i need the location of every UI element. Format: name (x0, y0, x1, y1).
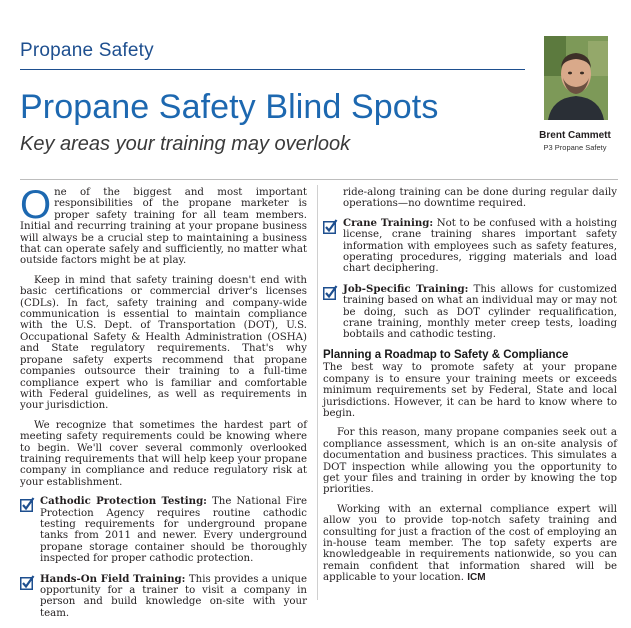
page-title: Propane Safety Blind Spots (20, 88, 439, 126)
checkbox-checked-icon (323, 219, 337, 233)
checklist-item-text: The National Fire Protection Agency requires routine cathodic testing requirements for underground propane tanks from 2011 and newer. Every underground propane storage container should be thoroughly inspected for proper cathodic protection. (40, 496, 307, 565)
checklist-item (323, 218, 617, 275)
section-rule (20, 69, 525, 70)
closing-paragraph (323, 504, 617, 584)
body-paragraph: The best way to promote safety at your propane company is to ensure your training meets or exceeds minimum requirements set by Federal, State and local jurisdictions. However, it can be hard to know where to begin. (323, 362, 617, 419)
author-organization: P3 Propane Safety (543, 143, 607, 152)
section-heading: Planning a Roadmap to Safety & Compliance (323, 348, 569, 361)
checklist-item-title: Hands-On Field Training: (40, 572, 186, 585)
author-photo (544, 36, 608, 120)
subtitle: Key areas your training may overlook (20, 133, 351, 155)
drop-cap: O (20, 183, 52, 227)
checklist-item (20, 496, 307, 564)
checklist-item-title: Cathodic Protection Testing: (40, 495, 207, 508)
author-name: Brent Cammett (539, 130, 611, 141)
body-paragraph: For this reason, many propane companies seek out a compliance assessment, which is an on-site analysis of documentation and business practices. This simulates a DOT inspection while allowing you the opportunity to get your files and training in order by knowing the top priorities. (323, 427, 617, 496)
intro-paragraph (20, 183, 307, 267)
header-divider (20, 179, 618, 180)
closing-text: Working with an external compliance expert will allow you to provide top-notch safety training and consulting for just a fraction of the cost of employing an in-house team member. The top safety experts are knowledgeable in requirements nationwide, so you can remain confident that information shared will be applicable to your location. (323, 503, 617, 584)
checkbox-checked-icon (323, 285, 337, 299)
checklist-item-title: Job-Specific Training: (343, 282, 469, 295)
body-paragraph: Keep in mind that safety training doesn't end with basic certifications or commercial driver's licenses (CDLs). In fact, safety training and company-wide communication is essential to maintain compliance with the U.S. Dept. of Transportation (DOT), U.S. Occupational Safety & Health Administration (OSHA) and State regulatory requirements. That's why propane safety experts recommend that propane companies outsource their training to a full-time compliance expert who is familiar and comfortable with Federal guidelines, as well as requirements in your jurisdiction. (20, 274, 307, 412)
checkbox-checked-icon (20, 497, 34, 511)
body-paragraph: We recognize that sometimes the hardest part of meeting safety requirements could be knowing where to begin. We'll cover several commonly overlooked training requirements that will help keep your propane company in compliance and reduce regulatory risk at your establishment. (20, 419, 307, 488)
intro-text: ne of the biggest and most important responsibilities of the propane marketer is proper safety training for all team members. Initial and recurring training at your propane business will always be a crucial step to maintaining a business that can operate safely and sufficiently, no matter what outside factors might be at play. (20, 187, 307, 267)
section-label: Propane Safety (20, 40, 154, 61)
checklist-item-title: Crane Training: (343, 216, 434, 229)
article-column-1 (20, 183, 307, 628)
checklist-item (323, 284, 617, 341)
article-column-2 (323, 187, 617, 592)
end-mark: ICM (467, 572, 486, 584)
checklist-item (20, 574, 307, 620)
continuation-text: ride-along training can be done during regular daily operations—no downtime required. (343, 187, 617, 210)
checklist-item-text: This provides a unique opportunity for a trainer to visit a company in person and build knowledge on-site with your team. (40, 573, 307, 619)
column-divider (317, 185, 318, 600)
checklist-item-text: Not to be confused with a hoisting license, crane training shares important safety information with employees such as safety features, operating procedures, rigging materials and load chart deciphering. (343, 217, 617, 275)
checklist-item-text: This allows for customized training based on what an individual may or may not be doing, such as DOT cylinder requalification, crane training, monthly meter creep tests, loading bobtails and cathodic testing. (343, 283, 617, 341)
checkbox-checked-icon (20, 575, 34, 589)
